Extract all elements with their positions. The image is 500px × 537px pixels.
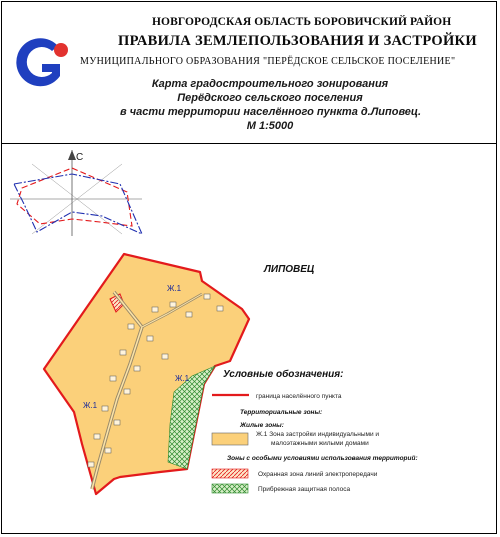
house [114, 420, 120, 425]
legend-title: Условные обозначения: [223, 369, 344, 380]
house [105, 448, 111, 453]
house [124, 389, 130, 394]
house [147, 336, 153, 341]
house [186, 312, 192, 317]
house [217, 306, 223, 311]
legend-residential-zones: Жилые зоны: [240, 422, 284, 429]
house [128, 324, 134, 329]
house [134, 366, 140, 371]
municipality-title: МУНИЦИПАЛЬНОГО ОБРАЗОВАНИЯ "ПЕРЁДСКОЕ СЕЛЬСКОЕ ПОСЕЛЕНИЕ" [80, 56, 456, 67]
document-title: ПРАВИЛА ЗЕМЛЕПОЛЬЗОВАНИЯ И ЗАСТРОЙКИ [118, 33, 477, 49]
title-block [2, 2, 496, 144]
power-line-zone-swatch [212, 469, 248, 478]
subtitle-line2: Перёдского сельского поселения [177, 92, 363, 104]
house [152, 307, 158, 312]
subtitle-line3: в части территории населённого пункта д.Липовец. [120, 106, 422, 118]
north-arrow-icon [68, 150, 76, 160]
legend [212, 368, 418, 493]
legend-power-line-zone: Охранная зона линий электропередачи [258, 471, 378, 478]
subtitle-line1: Карта градостроительного зонирования [151, 78, 389, 90]
zone-label-east: Ж.1 [175, 374, 190, 383]
zone-label-west: Ж.1 [83, 401, 98, 410]
house [110, 376, 116, 381]
legend-boundary: граница населённого пункта [256, 393, 342, 400]
house [170, 302, 176, 307]
residential-zone-polygon [44, 254, 249, 494]
scale-label: М 1:5000 [246, 120, 294, 132]
north-label: С [76, 152, 84, 163]
map-subtitle [120, 77, 420, 133]
village-name: ЛИПОВЕЦ [264, 264, 315, 275]
house [162, 354, 168, 359]
water-zone-swatch [212, 484, 248, 493]
legend-zh1-line1: Ж.1 Зона застройки индивидуальными и [256, 431, 380, 438]
legend-territorial-zones: Территориальные зоны: [240, 409, 323, 416]
zh1-swatch [212, 433, 248, 445]
house [102, 406, 108, 411]
legend-special-zones: Зоны с особыми условиями использования территорий: [227, 455, 418, 462]
legend-zh1-line2: малоэтажными жилыми домами [271, 440, 369, 447]
zone-label-north: Ж.1 [167, 284, 182, 293]
house [94, 434, 100, 439]
logo-icon [8, 32, 70, 92]
wind-rose [10, 150, 142, 236]
house [88, 462, 94, 467]
house [204, 294, 210, 299]
map-sheet [1, 1, 497, 534]
house [120, 350, 126, 355]
legend-water-zone: Прибрежная защитная полоса [258, 486, 351, 493]
region-title: НОВГОРОДСКАЯ ОБЛАСТЬ БОРОВИЧСКИЙ РАЙОН [152, 16, 452, 28]
zoning-map [2, 144, 496, 534]
